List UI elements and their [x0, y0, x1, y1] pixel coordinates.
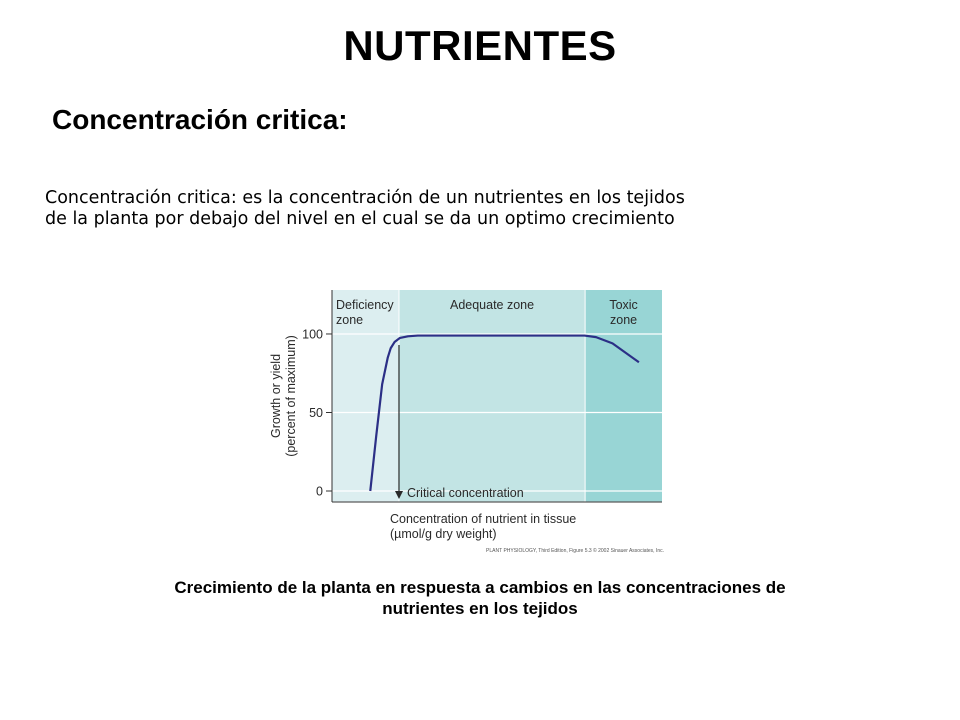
y-axis-label-line: Growth or yield	[269, 353, 283, 439]
zone-label: zone	[610, 313, 638, 327]
zone-label: Deficiency	[336, 298, 394, 312]
y-axis-label-line: (percent of maximum)	[284, 335, 298, 457]
zone-band	[399, 290, 585, 502]
figure-caption	[80, 577, 880, 619]
zone-label: Toxic	[609, 298, 638, 312]
critical-concentration-label: Critical concentration	[406, 486, 524, 501]
x-axis-label: (µmol/g dry weight)	[390, 527, 497, 541]
slide-subtitle: Concentración critica:	[52, 104, 348, 135]
definition-line: Concentración critica: es la concentración de un nutrientes en los tejidos	[45, 188, 685, 208]
caption-line: nutrientes en los tejidos	[382, 599, 578, 618]
definition-line: de la planta por debajo del nivel en el cual se da un optimo crecimiento	[45, 209, 675, 229]
growth-chart	[258, 282, 678, 560]
y-axis-label	[269, 335, 298, 457]
zone-label: Adequate zone	[449, 298, 535, 312]
slide-title: NUTRIENTES	[343, 22, 617, 69]
x-axis-label: Concentration of nutrient in tissue	[390, 512, 577, 526]
y-tick-label: 50	[309, 405, 323, 420]
definition-text	[45, 188, 905, 230]
zone-label: zone	[336, 313, 364, 327]
y-tick-label: 100	[302, 327, 323, 342]
chart-svg	[258, 282, 678, 560]
figure-source-note: PLANT PHYSIOLOGY, Third Edition, Figure 5.3 © 2002 Sinauer Associates, Inc.	[486, 548, 664, 554]
y-tick-label: 0	[316, 484, 323, 499]
caption-line: Crecimiento de la planta en respuesta a cambios en las concentraciones de	[174, 578, 786, 597]
